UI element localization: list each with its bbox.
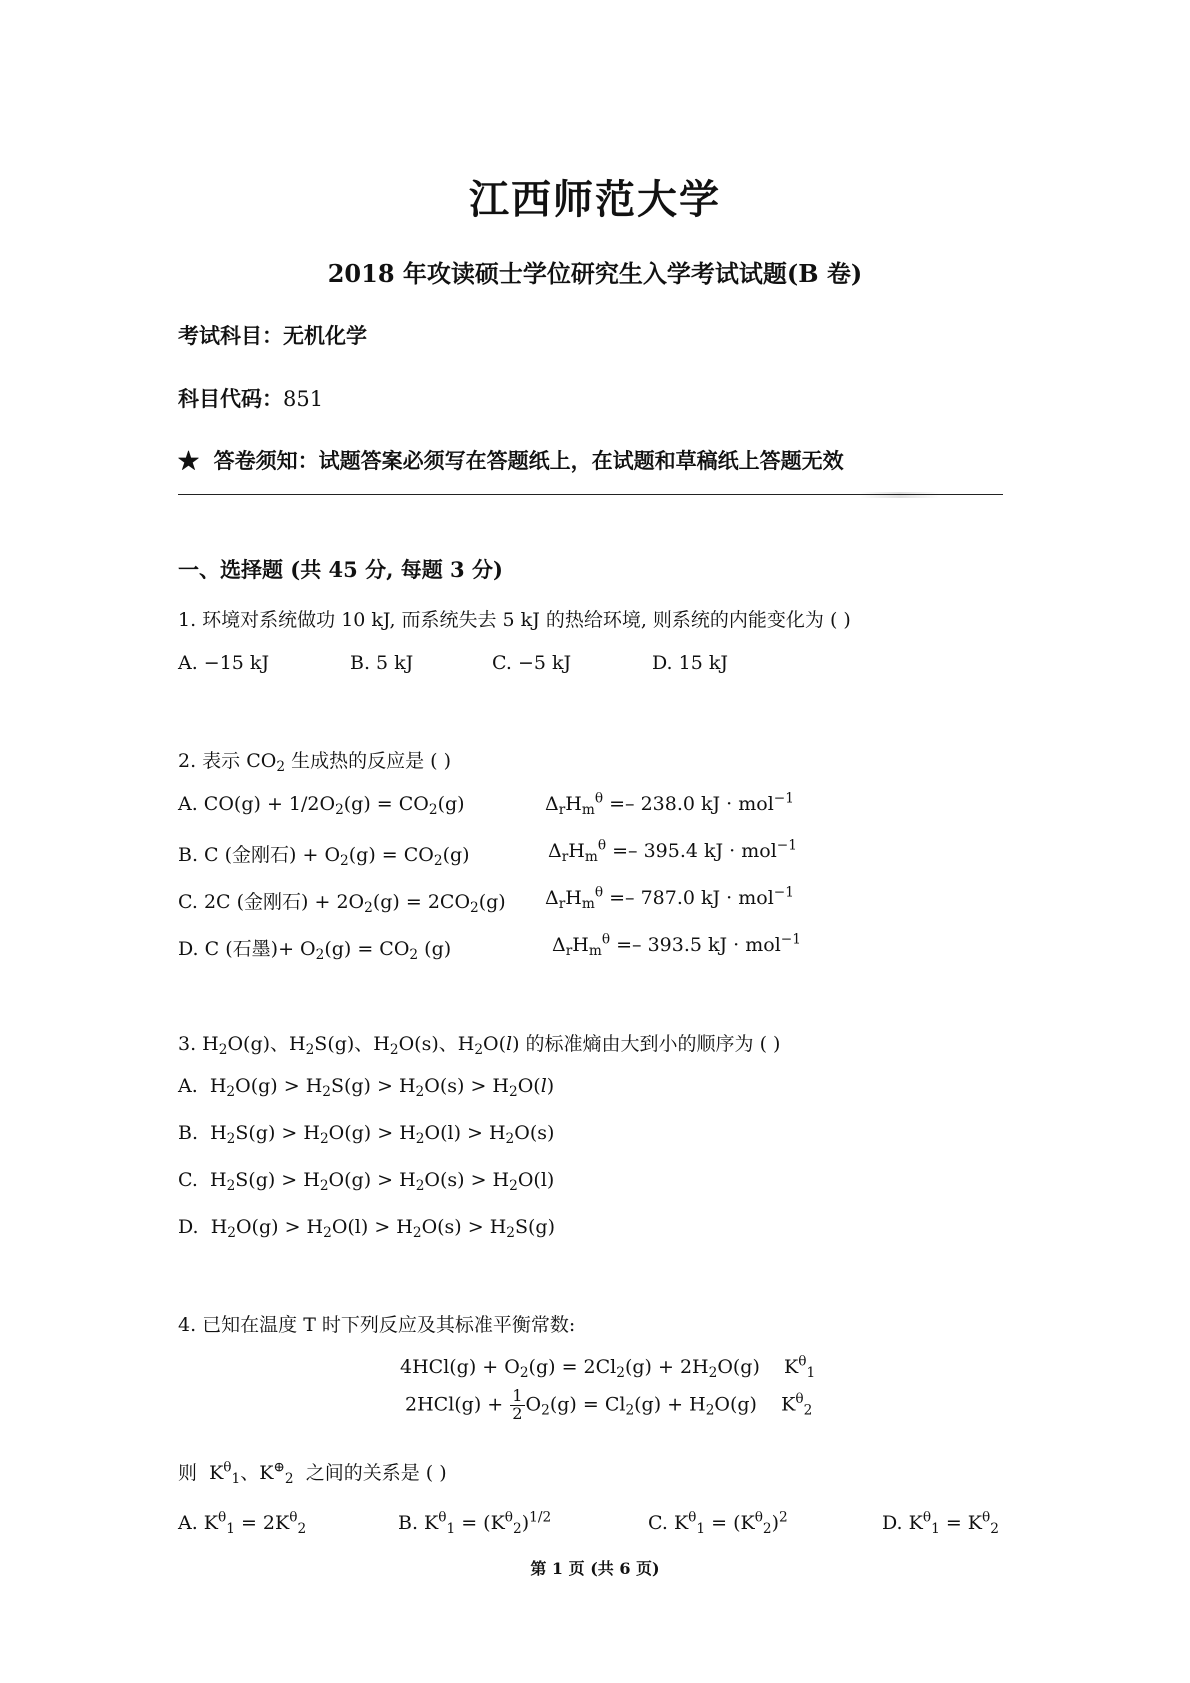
q4-option-a: A. $K^\theta_1 = 2K^\theta_2$ xyxy=(178,1509,307,1538)
subject-value: 无机化学 xyxy=(283,323,367,348)
code-value: 851 xyxy=(283,387,324,411)
q3-option-a: A. $H_2O(g) > H_2S(g) > H_2O(s) > H_2O(l)$ xyxy=(178,1075,555,1101)
section-heading: 一、选择题 (共 45 分, 每题 3 分) xyxy=(178,557,503,582)
exam-title: 2018 年攻读硕士学位研究生入学考试试题(B 卷) xyxy=(327,259,863,288)
q2-option-d: D. C (石墨)+ $O_2(g) = CO_2$ (g) xyxy=(178,938,452,964)
q1-option-c: C. −5 kJ xyxy=(492,652,572,674)
scan-smudge xyxy=(860,492,940,498)
q1-option-a: A. −15 kJ xyxy=(178,652,270,674)
university-title: 江西师范大学 xyxy=(469,176,721,223)
q1-option-d: D. 15 kJ xyxy=(652,652,728,674)
code-label: 科目代码： xyxy=(178,386,283,411)
q2-enthalpy-b: $\Delta_rH_m^\theta =- 395.4$ kJ · mol$^{-1}$ xyxy=(548,837,797,866)
q4-option-c: C. $K^\theta_1 = (K^\theta_2)^2$ xyxy=(648,1509,788,1538)
subject-line xyxy=(178,320,367,350)
q2-enthalpy-c: $\Delta_rH_m^\theta =- 787.0$ kJ · mol$^{-1}$ xyxy=(545,884,794,913)
page-footer: 第 1 页 (共 6 页) xyxy=(530,1559,660,1578)
notice-text: 答卷须知：试题答案必须写在答题纸上，在试题和草稿纸上答题无效 xyxy=(213,448,844,473)
q1-option-b: B. 5 kJ xyxy=(350,652,414,674)
q2-enthalpy-d: $\Delta_rH_m^\theta =- 393.5$ kJ · mol$^{-1}$ xyxy=(552,931,801,960)
q4-reaction-1: $4HCl(g) + O_2(g) = 2Cl_2(g) + 2H_2O(g)$ $K^\theta_1$ xyxy=(400,1353,816,1382)
q4-option-b: B. $K^\theta_1 = (K^\theta_2)^{1/2}$ xyxy=(398,1509,552,1538)
question-2-stem: 2. 表示 $CO_2$ 生成热的反应是 ( ) xyxy=(178,750,451,776)
star-icon: ★ xyxy=(178,448,199,473)
q3-option-b: B. $H_2S(g) > H_2O(g) > H_2O(l) > H_2O(s)$ xyxy=(178,1122,555,1148)
subject-label: 考试科目： xyxy=(178,323,283,348)
notice-line xyxy=(178,445,844,475)
q3-option-c: C. $H_2S(g) > H_2O(g) > H_2O(s) > H_2O(l)$ xyxy=(178,1169,555,1195)
question-4-stem: 4. 已知在温度 T 时下列反应及其标准平衡常数: xyxy=(178,1314,576,1336)
q4-option-d: D. $K^\theta_1 = K^\theta_2$ xyxy=(882,1509,999,1538)
q2-enthalpy-a: $\Delta_rH_m^\theta =- 238.0$ kJ · mol$^{-1}$ xyxy=(545,790,794,819)
question-1-stem: 1. 环境对系统做功 10 kJ, 而系统失去 5 kJ 的热给环境, 则系统的内能变化为 ( ) xyxy=(178,609,851,631)
question-3-stem: 3. $H_2O(g)$、$H_2S(g)$、$H_2O(s)$、$H_2O(l)$ 的标准熵由大到小的顺序为 ( ) xyxy=(178,1033,781,1059)
code-line xyxy=(178,383,323,413)
q4-reaction-2: 2HCl(g) + $\frac{1}{2}$ $O_2(g) = Cl_2(g) + H_2O(g)$ $K^\theta_2$ xyxy=(405,1386,813,1423)
q2-option-a: A. $CO(g) + 1/2O_2(g) = CO_2(g)$ xyxy=(178,793,465,819)
q4-relation-stem: 则 $K^\theta_1$、$K^\oplus_2$ 之间的关系是 ( ) xyxy=(178,1459,447,1488)
q2-option-b: B. C (金刚石) + $O_2(g) = CO_2(g)$ xyxy=(178,844,470,870)
q2-option-c: C. 2C (金刚石) + $2O_2(g) = 2CO_2(g)$ xyxy=(178,891,506,917)
q3-option-d: D. $H_2O(g) > H_2O(l) > H_2O(s) > H_2S(g)$ xyxy=(178,1216,556,1242)
